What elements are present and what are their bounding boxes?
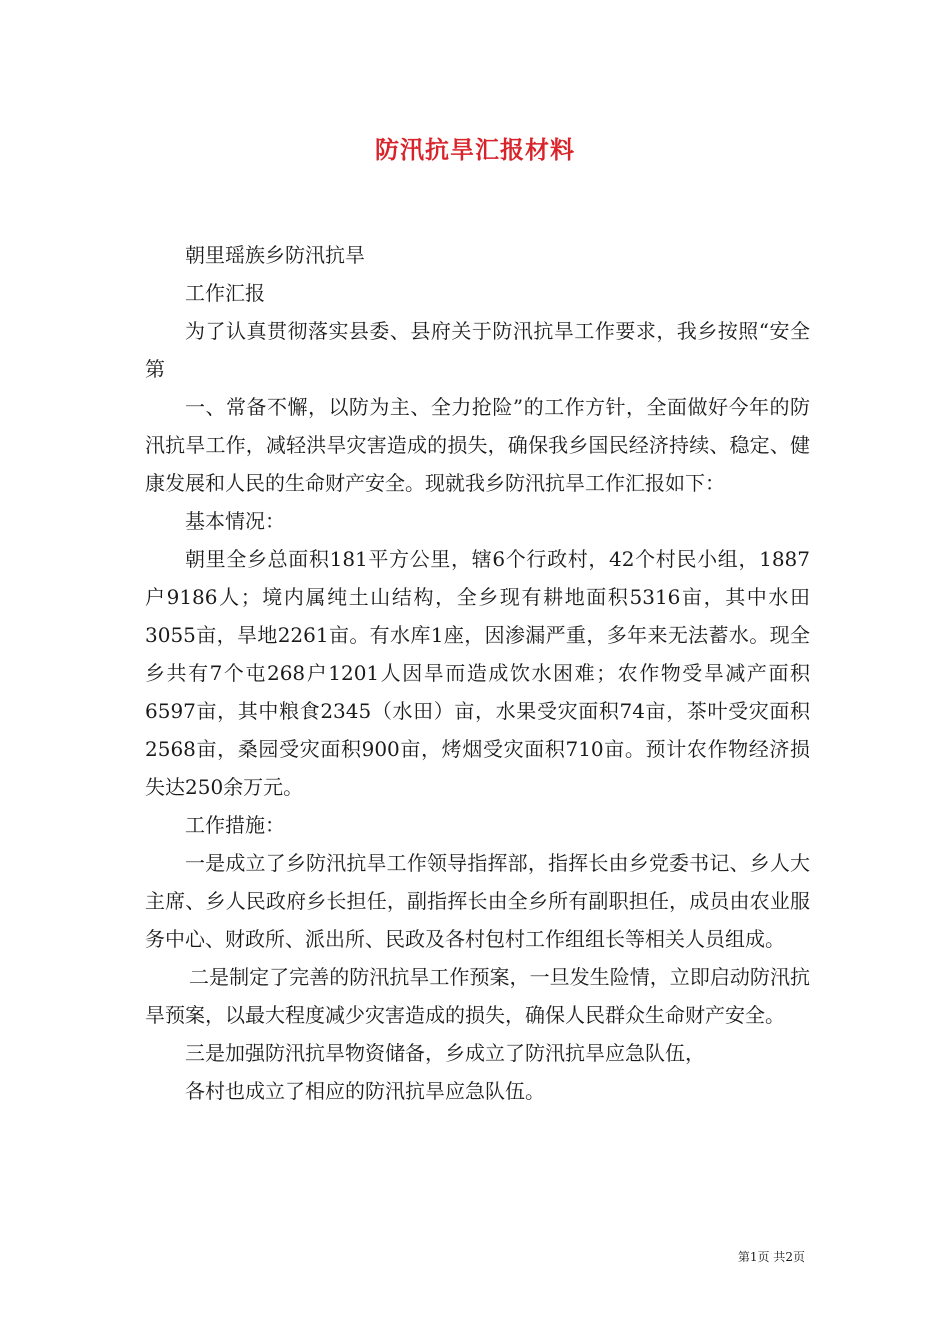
paragraph-heading-1: 朝里瑶族乡防汛抗旱 [185,243,365,267]
document-body [145,236,810,1110]
paragraph-measure-3: 三是加强防汛抗旱物资储备，乡成立了防汛抗旱应急队伍， [185,1041,705,1065]
paragraph-intro: 为了认真贯彻落实县委、县府关于防汛抗旱工作要求，我乡按照“安全第 [145,319,810,381]
paragraph-measure-1: 一是成立了乡防汛抗旱工作领导指挥部，指挥长由乡党委书记、乡人大主席、乡人民政府乡长担任，副指挥长由全乡所有副职担任，成员由农业服务中心、财政所、派出所、民政及各村包村工作组组长等相关人员组成。 [145,851,810,951]
document-title: 防汛抗旱汇报材料 [375,135,575,164]
paragraph-guideline: 一、常备不懈，以防为主、全力抢险”的工作方针，全面做好今年的防汛抗旱工作，减轻洪旱灾害造成的损失，确保我乡国民经济持续、稳定、健康发展和人民的生命财产安全。现就我乡防汛抗旱工作汇报如下： [145,395,810,495]
paragraph-basic-info: 朝里全乡总面积181平方公里，辖6个行政村，42个村民小组，1887户9186人；境内属纯土山结构，全乡现有耕地面积5316亩，其中水田3055亩，旱地2261亩。有水库1座，因渗漏严重，多年来无法蓄水。现全乡共有7个屯268户1201人因旱而造成饮水困难；农作物受旱减产面积6597亩，其中粮食2345（水田）亩，水果受灾面积74亩，茶叶受灾面积2568亩，桑园受灾面积900亩，烤烟受灾面积710亩。预计农作物经济损失达250余万元。 [145,547,810,799]
section-heading-basic: 基本情况： [185,509,285,533]
page-number: 第1页 共2页 [737,1250,805,1264]
section-heading-measures: 工作措施： [185,813,285,837]
paragraph-heading-2: 工作汇报 [185,281,265,305]
paragraph-measure-2: 二是制定了完善的防汛抗旱工作预案，一旦发生险情，立即启动防汛抗旱预案，以最大程度减少灾害造成的损失，确保人民群众生命财产安全。 [145,965,810,1027]
paragraph-measure-3-cont: 各村也成立了相应的防汛抗旱应急队伍。 [185,1079,545,1103]
